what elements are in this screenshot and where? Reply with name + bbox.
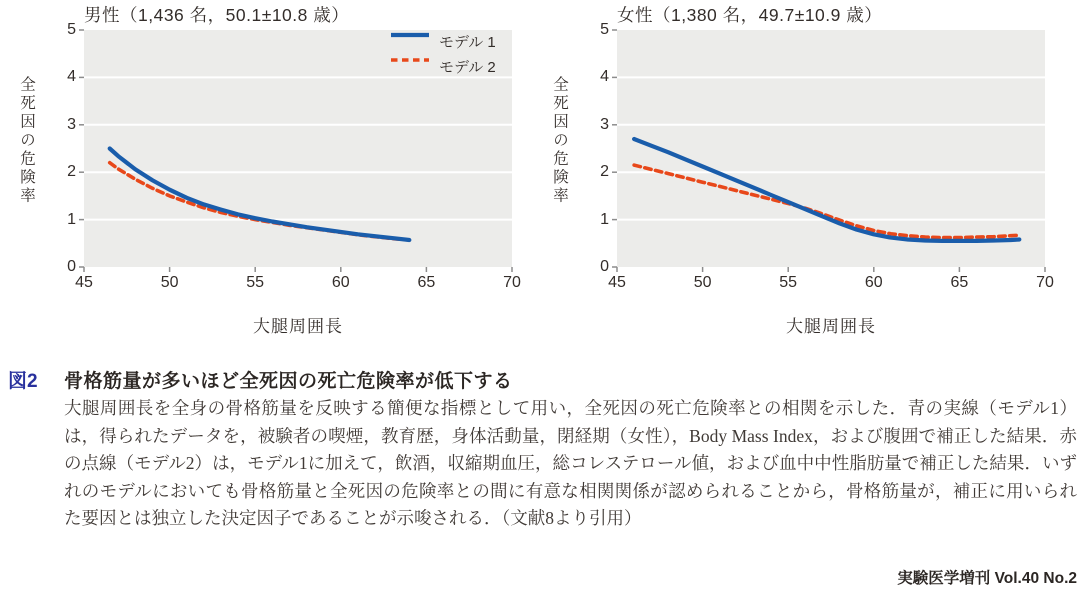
y-tick-label: 4 — [67, 68, 76, 86]
y-tick-label: 3 — [67, 115, 76, 133]
x-tick-label: 55 — [779, 274, 798, 291]
chart-title: 男性（1,436 名，50.1±10.8 歳） — [84, 5, 350, 25]
x-tick-label: 60 — [331, 274, 350, 291]
legend-item — [390, 57, 496, 75]
figure-number: 図2 — [8, 371, 38, 392]
chart-female — [533, 0, 1073, 348]
y-tick-label: 0 — [600, 258, 609, 275]
x-tick-label: 50 — [160, 274, 179, 291]
y-tick-label: 2 — [67, 163, 76, 181]
x-tick-label: 55 — [246, 274, 265, 291]
x-tick-label: 50 — [693, 274, 712, 291]
y-axis-label: 全死因の危険率 — [18, 76, 35, 206]
chart-title: 女性（1,380 名，49.7±10.9 歳） — [617, 5, 883, 25]
y-tick-label: 1 — [600, 210, 609, 228]
y-axis-label: 全死因の危険率 — [551, 76, 568, 206]
legend-item — [390, 32, 496, 50]
y-tick-label: 2 — [600, 163, 609, 181]
x-tick-label: 60 — [864, 274, 883, 291]
x-axis-label: 大腿周囲長 — [786, 317, 876, 336]
y-tick-label: 5 — [600, 21, 609, 38]
plot-panel — [617, 30, 1045, 267]
legend-solid-line-icon — [390, 32, 430, 38]
legend-label: モデル 1 — [439, 33, 496, 51]
x-tick-label: 45 — [608, 274, 626, 291]
y-tick-label: 5 — [67, 21, 76, 38]
x-tick-label: 65 — [950, 274, 969, 291]
chart-canvas — [0, 0, 540, 348]
x-axis-label: 大腿周囲長 — [253, 317, 343, 336]
y-tick-label: 1 — [67, 210, 76, 228]
y-tick-label: 4 — [600, 68, 609, 86]
chart-male — [0, 0, 540, 348]
legend-label: モデル 2 — [439, 58, 496, 76]
legend-dashed-line-icon — [390, 57, 430, 63]
x-tick-label: 45 — [75, 274, 93, 291]
x-tick-label: 70 — [503, 274, 521, 291]
chart-canvas — [533, 0, 1073, 348]
x-tick-label: 65 — [417, 274, 436, 291]
y-tick-label: 3 — [600, 115, 609, 133]
caption-body: 大腿周囲長を全身の骨格筋量を反映する簡便な指標として用い，全死因の死亡危険率との相関を示した．青の実線（モデル1）は，得られたデータを，被験者の喫煙，教育歴，身体活動量，閉経期（女性），Body Mass Index，および腹囲で補正した結果．赤の点線（モデル2）は，モデル1に加えて，飲酒，収縮期血圧，総コレステロール値，および血中中性脂肪量で補正した結果．いずれのモデルにおいても骨格筋量と全死因の危険率との間に有意な相関関係が認められることから，骨格筋量が，補正に用いられた要因とは独立した決定因子であることが示唆される．（文献8より引用） — [64, 398, 1077, 529]
source-citation: 実験医学増刊 Vol.40 No.2 — [897, 570, 1077, 587]
y-tick-label: 0 — [67, 258, 76, 275]
x-tick-label: 70 — [1036, 274, 1054, 291]
caption-title: 骨格筋量が多いほど全死因の死亡危険率が低下する — [64, 371, 513, 392]
